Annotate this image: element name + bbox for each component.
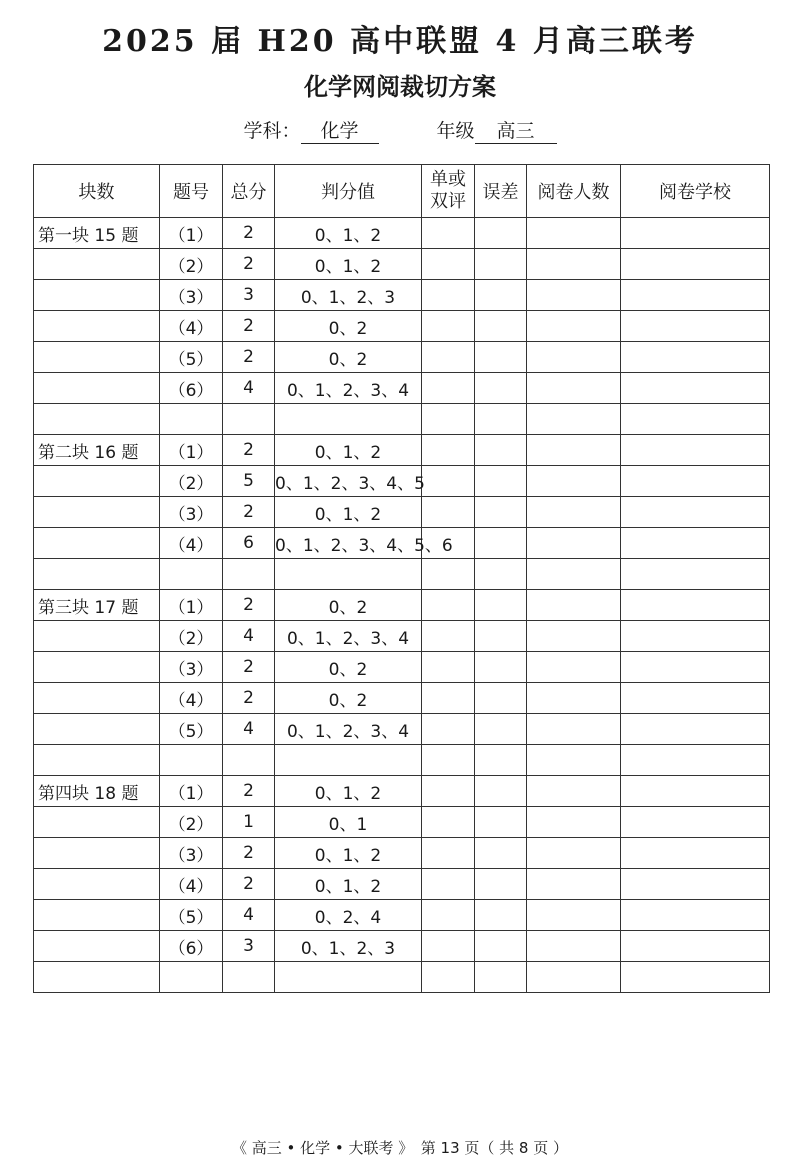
table-row — [34, 807, 770, 838]
cell-tolerance — [475, 745, 527, 776]
cell-grader-school — [621, 807, 770, 838]
cell-block — [34, 311, 160, 342]
cell-tolerance — [475, 683, 527, 714]
table-row — [34, 652, 770, 683]
cell-block — [34, 466, 160, 497]
cell-grader-school — [621, 435, 770, 466]
cell-tolerance — [475, 404, 527, 435]
cell-grader-count — [527, 528, 621, 559]
cell-block — [34, 373, 160, 404]
cell-score-values: 0、1、2、3、4 — [275, 714, 422, 745]
cell-question: （6） — [160, 931, 223, 962]
cell-single-double — [422, 776, 475, 807]
cell-single-double — [422, 869, 475, 900]
cell-single-double — [422, 497, 475, 528]
cell-score-values: 0、1、2、3 — [275, 931, 422, 962]
cell-question: （2） — [160, 466, 223, 497]
cell-question — [160, 745, 223, 776]
cell-question: （5） — [160, 714, 223, 745]
cell-grader-count — [527, 497, 621, 528]
cell-question: （2） — [160, 249, 223, 280]
cell-total-score: 2 — [223, 838, 275, 869]
cell-total-score: 2 — [223, 311, 275, 342]
col-header-grader-count: 阅卷人数 — [527, 165, 621, 218]
cell-total-score: 2 — [223, 435, 275, 466]
cell-grader-count — [527, 776, 621, 807]
cell-grader-count — [527, 373, 621, 404]
cell-grader-count — [527, 249, 621, 280]
cell-score-values — [275, 559, 422, 590]
cell-tolerance — [475, 280, 527, 311]
cell-block — [34, 838, 160, 869]
cell-total-score: 3 — [223, 931, 275, 962]
cell-score-values: 0、1、2、3、4、5、6 — [275, 528, 422, 559]
cell-total-score: 5 — [223, 466, 275, 497]
cell-total-score: 6 — [223, 528, 275, 559]
cell-tolerance — [475, 249, 527, 280]
cell-grader-school — [621, 342, 770, 373]
page-title: 2025 届 H20 高中联盟 4 月高三联考 — [102, 24, 698, 59]
cell-grader-count — [527, 435, 621, 466]
cell-block — [34, 497, 160, 528]
col-header-tolerance: 误差 — [475, 165, 527, 218]
cell-score-values: 0、2 — [275, 342, 422, 373]
cell-grader-count — [527, 466, 621, 497]
cell-grader-school — [621, 528, 770, 559]
cell-grader-count — [527, 931, 621, 962]
cell-total-score: 2 — [223, 776, 275, 807]
cell-tolerance — [475, 435, 527, 466]
cell-tolerance — [475, 311, 527, 342]
cell-grader-count — [527, 559, 621, 590]
cell-tolerance — [475, 528, 527, 559]
table-row — [34, 528, 770, 559]
cell-question: （1） — [160, 435, 223, 466]
page-footer: 《 高三 • 化学 • 大联考 》 第 13 页（ 共 8 页 ） — [231, 1139, 569, 1157]
cell-grader-school — [621, 745, 770, 776]
cell-block — [34, 962, 160, 993]
cell-total-score: 2 — [223, 497, 275, 528]
cell-single-double — [422, 311, 475, 342]
cell-total-score: 4 — [223, 714, 275, 745]
cell-question: （2） — [160, 807, 223, 838]
cell-total-score: 4 — [223, 373, 275, 404]
cell-total-score: 2 — [223, 218, 275, 249]
cell-grader-count — [527, 621, 621, 652]
cell-single-double — [422, 249, 475, 280]
cell-grader-count — [527, 280, 621, 311]
cell-block: 第四块 18 题 — [34, 776, 160, 807]
table-row — [34, 218, 770, 249]
cell-score-values — [275, 745, 422, 776]
cell-grader-school — [621, 559, 770, 590]
cell-grader-school — [621, 311, 770, 342]
cell-score-values: 0、2、4 — [275, 900, 422, 931]
table-row — [34, 249, 770, 280]
cell-tolerance — [475, 342, 527, 373]
col-header-single-double: 单或 双评 — [422, 165, 475, 218]
cell-single-double — [422, 714, 475, 745]
cell-block — [34, 342, 160, 373]
cell-single-double — [422, 559, 475, 590]
cell-single-double — [422, 280, 475, 311]
cell-question: （6） — [160, 373, 223, 404]
table-row — [34, 962, 770, 993]
table-row — [34, 714, 770, 745]
table-body — [34, 218, 770, 993]
cell-total-score: 1 — [223, 807, 275, 838]
cell-question: （3） — [160, 280, 223, 311]
cell-block — [34, 404, 160, 435]
cell-grader-school — [621, 931, 770, 962]
page-subtitle: 化学网阅裁切方案 — [304, 73, 496, 101]
cell-question: （1） — [160, 590, 223, 621]
cell-tolerance — [475, 962, 527, 993]
grade-label: 年级 — [436, 120, 475, 142]
cell-score-values: 0、1、2、3、4、5 — [275, 466, 422, 497]
cell-total-score: 3 — [223, 280, 275, 311]
col-header-question: 题号 — [160, 165, 223, 218]
cell-score-values: 0、1 — [275, 807, 422, 838]
cell-single-double — [422, 900, 475, 931]
cell-grader-school — [621, 962, 770, 993]
cell-single-double — [422, 373, 475, 404]
cell-score-values: 0、1、2、3 — [275, 280, 422, 311]
cell-grader-count — [527, 838, 621, 869]
table-header-row — [34, 165, 770, 218]
cell-block — [34, 745, 160, 776]
cell-single-double — [422, 652, 475, 683]
table-row — [34, 900, 770, 931]
cell-score-values: 0、1、2 — [275, 249, 422, 280]
cell-question: （4） — [160, 528, 223, 559]
cell-tolerance — [475, 218, 527, 249]
cell-single-double — [422, 621, 475, 652]
cell-grader-school — [621, 714, 770, 745]
cell-question: （3） — [160, 497, 223, 528]
cell-tolerance — [475, 931, 527, 962]
col-header-grader-school: 阅卷学校 — [621, 165, 770, 218]
cell-grader-school — [621, 776, 770, 807]
cell-question: （3） — [160, 652, 223, 683]
cell-total-score: 2 — [223, 683, 275, 714]
cell-score-values: 0、1、2 — [275, 435, 422, 466]
cell-total-score — [223, 404, 275, 435]
table-row — [34, 931, 770, 962]
cell-question — [160, 962, 223, 993]
cell-total-score — [223, 559, 275, 590]
cell-score-values: 0、2 — [275, 652, 422, 683]
cell-tolerance — [475, 559, 527, 590]
cell-block — [34, 869, 160, 900]
table-row — [34, 838, 770, 869]
table-row — [34, 311, 770, 342]
cell-total-score: 4 — [223, 900, 275, 931]
cell-grader-count — [527, 714, 621, 745]
table-row — [34, 497, 770, 528]
cell-tolerance — [475, 497, 527, 528]
cell-total-score: 4 — [223, 621, 275, 652]
cell-grader-school — [621, 621, 770, 652]
cell-tolerance — [475, 807, 527, 838]
table-row — [34, 342, 770, 373]
col-header-block: 块数 — [34, 165, 160, 218]
table-row — [34, 776, 770, 807]
table-row — [34, 869, 770, 900]
cell-grader-school — [621, 373, 770, 404]
cell-tolerance — [475, 838, 527, 869]
cell-question: （2） — [160, 621, 223, 652]
cell-grader-school — [621, 466, 770, 497]
cell-tolerance — [475, 776, 527, 807]
table-row — [34, 435, 770, 466]
table-row — [34, 683, 770, 714]
cell-total-score: 2 — [223, 590, 275, 621]
table-row — [34, 590, 770, 621]
cell-grader-count — [527, 807, 621, 838]
cell-grader-school — [621, 683, 770, 714]
cell-total-score — [223, 745, 275, 776]
cell-single-double — [422, 745, 475, 776]
cell-grader-count — [527, 900, 621, 931]
cell-grader-school — [621, 590, 770, 621]
cell-score-values — [275, 404, 422, 435]
cell-grader-count — [527, 590, 621, 621]
cell-total-score: 2 — [223, 869, 275, 900]
cell-tolerance — [475, 466, 527, 497]
cell-grader-count — [527, 683, 621, 714]
cell-block — [34, 652, 160, 683]
cell-block — [34, 714, 160, 745]
cell-score-values: 0、1、2 — [275, 497, 422, 528]
marking-plan-table — [33, 164, 770, 993]
cell-single-double — [422, 931, 475, 962]
cell-question: （5） — [160, 342, 223, 373]
cell-total-score: 2 — [223, 652, 275, 683]
cell-grader-count — [527, 869, 621, 900]
cell-grader-count — [527, 652, 621, 683]
cell-tolerance — [475, 590, 527, 621]
table-row — [34, 373, 770, 404]
cell-grader-school — [621, 218, 770, 249]
cell-block — [34, 528, 160, 559]
cell-question: （5） — [160, 900, 223, 931]
cell-block: 第二块 16 题 — [34, 435, 160, 466]
cell-question — [160, 404, 223, 435]
cell-grader-count — [527, 311, 621, 342]
cell-grader-school — [621, 280, 770, 311]
cell-total-score — [223, 962, 275, 993]
cell-tolerance — [475, 869, 527, 900]
cell-block — [34, 621, 160, 652]
cell-block — [34, 559, 160, 590]
cell-question: （1） — [160, 218, 223, 249]
cell-question — [160, 559, 223, 590]
cell-total-score: 2 — [223, 342, 275, 373]
cell-score-values: 0、2 — [275, 311, 422, 342]
cell-single-double — [422, 404, 475, 435]
table-row — [34, 621, 770, 652]
cell-score-values: 0、1、2 — [275, 838, 422, 869]
cell-grader-school — [621, 497, 770, 528]
cell-tolerance — [475, 373, 527, 404]
table-row — [34, 559, 770, 590]
cell-block — [34, 683, 160, 714]
cell-single-double — [422, 962, 475, 993]
subject-value: 化学 — [301, 119, 379, 144]
cell-score-values: 0、1、2 — [275, 776, 422, 807]
cell-block — [34, 280, 160, 311]
cell-score-values: 0、2 — [275, 590, 422, 621]
cell-grader-count — [527, 218, 621, 249]
cell-grader-school — [621, 404, 770, 435]
cell-question: （4） — [160, 683, 223, 714]
cell-score-values — [275, 962, 422, 993]
cell-question: （3） — [160, 838, 223, 869]
table-row — [34, 466, 770, 497]
cell-question: （4） — [160, 869, 223, 900]
cell-grader-count — [527, 962, 621, 993]
subject-label: 学科： — [243, 120, 301, 142]
table-row — [34, 745, 770, 776]
cell-tolerance — [475, 714, 527, 745]
cell-block: 第三块 17 题 — [34, 590, 160, 621]
cell-score-values: 0、1、2 — [275, 869, 422, 900]
cell-score-values: 0、1、2 — [275, 218, 422, 249]
cell-question: （1） — [160, 776, 223, 807]
cell-grader-count — [527, 745, 621, 776]
grade-value: 高三 — [475, 119, 557, 144]
cell-single-double — [422, 435, 475, 466]
cell-block — [34, 931, 160, 962]
cell-block — [34, 249, 160, 280]
table-row — [34, 404, 770, 435]
col-header-score-values: 判分值 — [275, 165, 422, 218]
cell-score-values: 0、1、2、3、4 — [275, 621, 422, 652]
cell-grader-count — [527, 404, 621, 435]
cell-tolerance — [475, 652, 527, 683]
cell-single-double — [422, 342, 475, 373]
cell-question: （4） — [160, 311, 223, 342]
cell-single-double — [422, 466, 475, 497]
cell-block — [34, 900, 160, 931]
cell-grader-school — [621, 249, 770, 280]
cell-score-values: 0、1、2、3、4 — [275, 373, 422, 404]
cell-single-double — [422, 218, 475, 249]
cell-grader-school — [621, 838, 770, 869]
cell-single-double — [422, 590, 475, 621]
cell-tolerance — [475, 900, 527, 931]
cell-grader-school — [621, 869, 770, 900]
col-header-total-score: 总分 — [223, 165, 275, 218]
cell-grader-school — [621, 900, 770, 931]
cell-grader-school — [621, 652, 770, 683]
cell-grader-count — [527, 342, 621, 373]
meta-line — [0, 117, 800, 145]
cell-single-double — [422, 807, 475, 838]
cell-single-double — [422, 838, 475, 869]
table-row — [34, 280, 770, 311]
cell-score-values: 0、2 — [275, 683, 422, 714]
cell-total-score: 2 — [223, 249, 275, 280]
cell-block — [34, 807, 160, 838]
cell-block: 第一块 15 题 — [34, 218, 160, 249]
cell-single-double — [422, 683, 475, 714]
cell-tolerance — [475, 621, 527, 652]
